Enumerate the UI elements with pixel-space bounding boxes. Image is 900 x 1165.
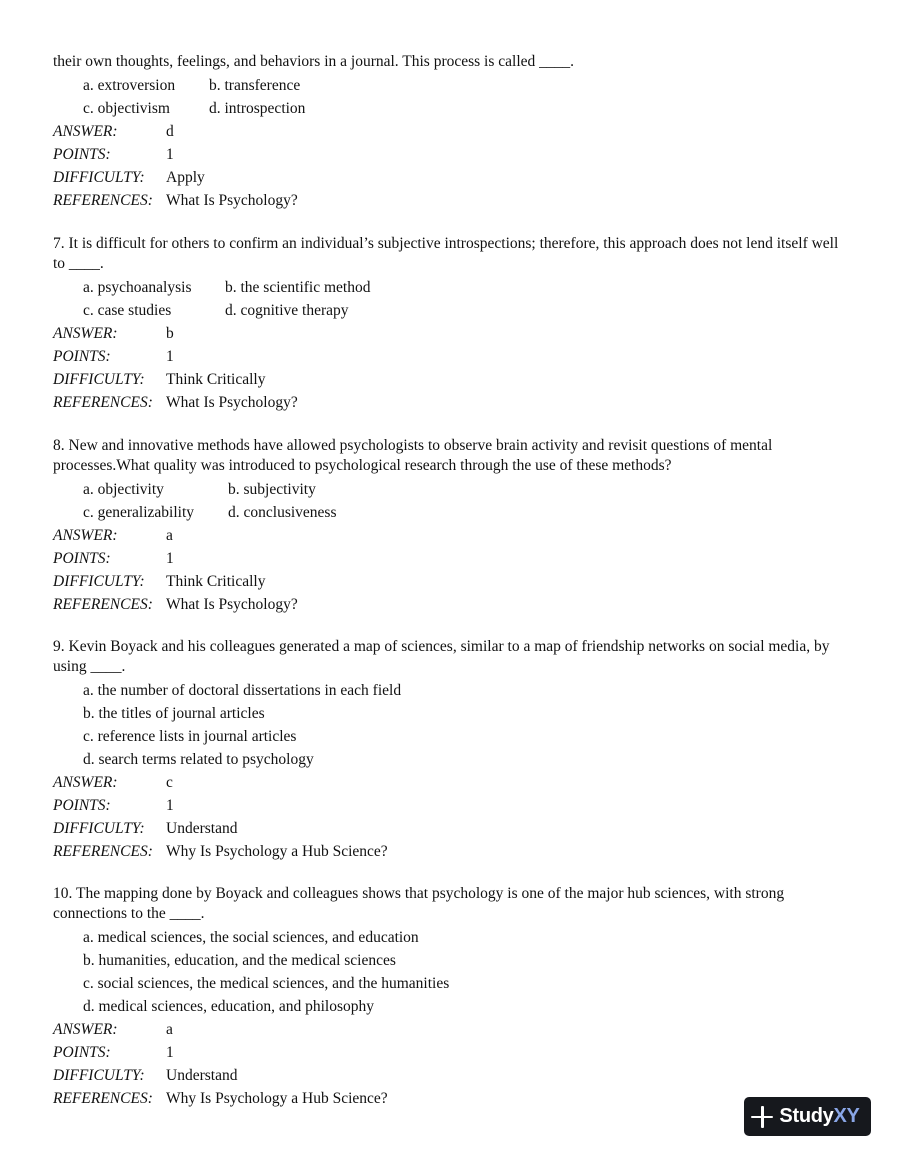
answer-label: ANSWER: [53, 325, 118, 342]
option-d: d. medical sciences, education, and philosophy [83, 998, 374, 1015]
option-c: c. generalizability [83, 504, 195, 521]
answer-label: ANSWER: [53, 123, 118, 140]
difficulty-value: Understand [166, 820, 238, 837]
answer-label: ANSWER: [53, 774, 118, 791]
references-label: REFERENCES: [53, 596, 153, 613]
difficulty-label: DIFFICULTY: [53, 371, 145, 388]
difficulty-label: DIFFICULTY: [53, 169, 145, 186]
difficulty-value: Understand [166, 1067, 238, 1084]
references-value: Why Is Psychology a Hub Science? [166, 843, 388, 860]
difficulty-label: DIFFICULTY: [53, 573, 145, 590]
brand-suffix: XY [833, 1105, 860, 1127]
option-b: b. subjectivity [228, 481, 316, 498]
option-c: c. objectivism [83, 100, 170, 117]
points-value: 1 [166, 146, 174, 163]
references-value: Why Is Psychology a Hub Science? [166, 1090, 388, 1107]
question-8 [53, 436, 853, 616]
references-label: REFERENCES: [53, 843, 153, 860]
references-label: REFERENCES: [53, 192, 153, 209]
option-b: b. the titles of journal articles [83, 705, 265, 722]
question-10 [53, 884, 853, 1110]
option-b: b. humanities, education, and the medical sciences [83, 952, 396, 969]
points-label: POINTS: [53, 550, 111, 567]
option-d: d. search terms related to psychology [83, 751, 314, 768]
question-metadata [53, 524, 853, 616]
brand-prefix: Study [779, 1105, 834, 1127]
answer-value: a [166, 1021, 173, 1038]
answer-options [83, 276, 853, 322]
points-label: POINTS: [53, 1044, 111, 1061]
option-a: a. psychoanalysis [83, 279, 192, 296]
question-9 [53, 637, 853, 863]
points-label: POINTS: [53, 797, 111, 814]
difficulty-value: Think Critically [166, 573, 266, 590]
points-value: 1 [166, 1044, 174, 1061]
option-a: a. extroversion [83, 77, 176, 94]
question-stem: their own thoughts, feelings, and behaviors in a journal. This process is called ____. [53, 53, 575, 70]
question-metadata [53, 322, 853, 414]
answer-value: d [166, 123, 174, 140]
references-value: What Is Psychology? [166, 596, 298, 613]
answer-value: c [166, 774, 173, 791]
difficulty-value: Think Critically [166, 371, 266, 388]
question-stem: 8. New and innovative methods have allowed psychologists to observe brain activity and revisit questions of mental processes.What quality was introduced to psychological research through the use of these methods? [53, 437, 773, 474]
plus-icon [751, 1106, 773, 1128]
difficulty-value: Apply [166, 169, 205, 186]
question-6-continued [53, 52, 853, 212]
option-b: b. transference [209, 77, 301, 94]
question-stem: 10. The mapping done by Boyack and colleagues shows that psychology is one of the major hub sciences, with strong connections to the ____. [53, 885, 785, 922]
answer-options [83, 478, 853, 524]
studyxy-logo-badge[interactable] [744, 1097, 871, 1136]
references-value: What Is Psychology? [166, 192, 298, 209]
option-c: c. social sciences, the medical sciences, and the humanities [83, 975, 450, 992]
answer-options [83, 926, 853, 1018]
question-metadata [53, 1018, 853, 1110]
option-c: c. case studies [83, 302, 172, 319]
answer-options [83, 679, 853, 771]
option-c: c. reference lists in journal articles [83, 728, 297, 745]
points-label: POINTS: [53, 348, 111, 365]
question-7 [53, 234, 853, 414]
points-value: 1 [166, 797, 174, 814]
question-stem: 7. It is difficult for others to confirm an individual’s subjective introspections; therefore, this approach does not lend itself well to ____. [53, 235, 839, 272]
option-d: d. conclusiveness [228, 504, 337, 521]
answer-label: ANSWER: [53, 527, 118, 544]
points-value: 1 [166, 550, 174, 567]
question-metadata [53, 771, 853, 863]
question-metadata [53, 120, 853, 212]
answer-value: a [166, 527, 173, 544]
answer-label: ANSWER: [53, 1021, 118, 1038]
option-a: a. objectivity [83, 481, 164, 498]
question-stem: 9. Kevin Boyack and his colleagues generated a map of sciences, similar to a map of friendship networks on social media, by using ____. [53, 638, 830, 675]
difficulty-label: DIFFICULTY: [53, 820, 145, 837]
references-label: REFERENCES: [53, 394, 153, 411]
references-label: REFERENCES: [53, 1090, 153, 1107]
option-a: a. medical sciences, the social sciences, and education [83, 929, 419, 946]
answer-value: b [166, 325, 174, 342]
points-value: 1 [166, 348, 174, 365]
answer-options [83, 74, 853, 120]
option-d: d. introspection [209, 100, 306, 117]
option-d: d. cognitive therapy [225, 302, 349, 319]
option-b: b. the scientific method [225, 279, 371, 296]
brand-text [779, 1105, 859, 1128]
difficulty-label: DIFFICULTY: [53, 1067, 145, 1084]
points-label: POINTS: [53, 146, 111, 163]
references-value: What Is Psychology? [166, 394, 298, 411]
option-a: a. the number of doctoral dissertations in each field [83, 682, 402, 699]
